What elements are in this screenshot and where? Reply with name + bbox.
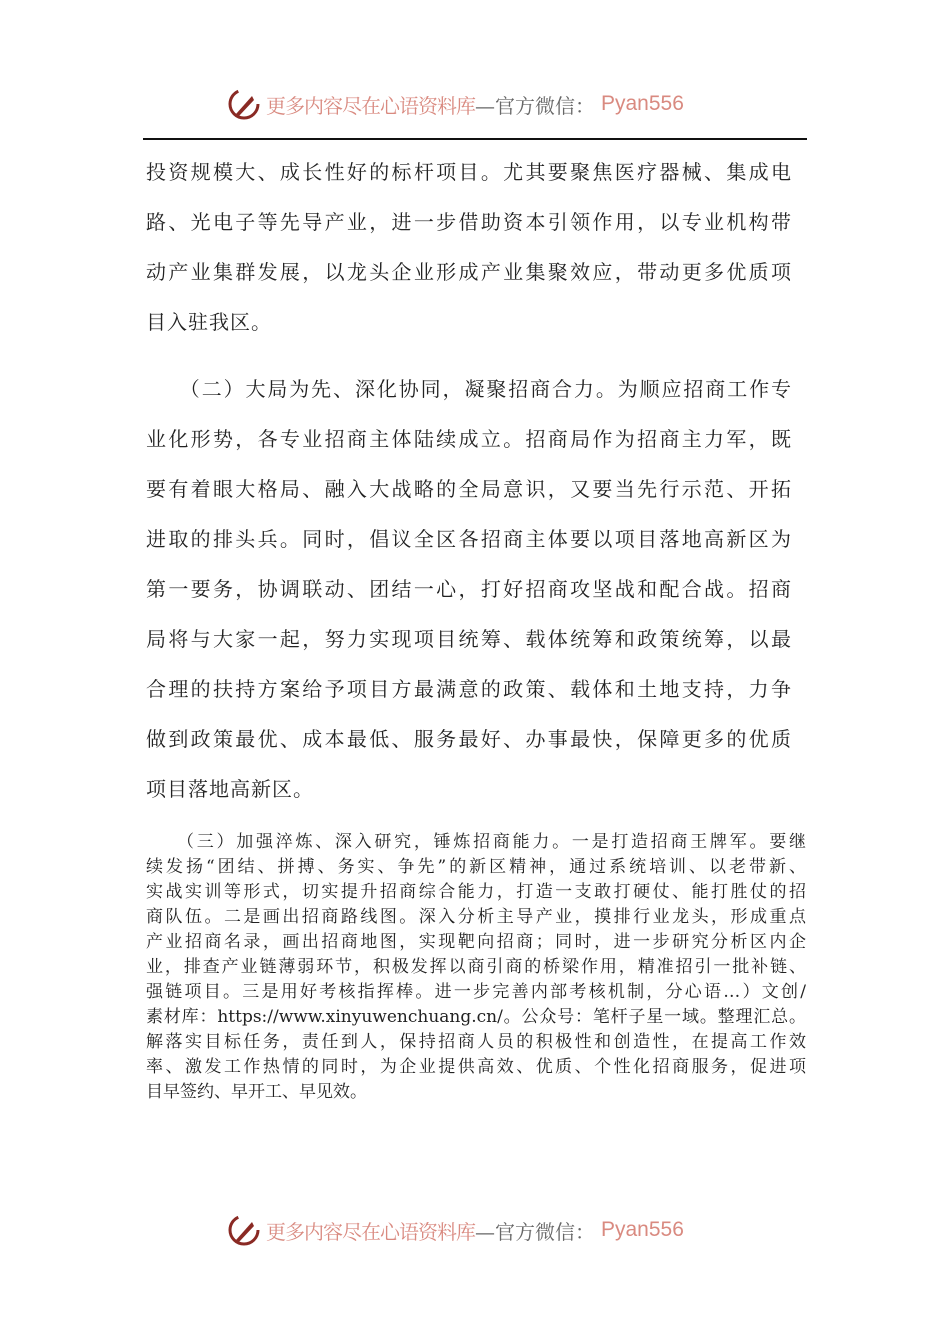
text-line: 动产业集群发展，以龙头企业形成产业集聚效应，带动更多优质项 [146, 260, 792, 284]
text-line: 目早签约、早开工、早见效。 [146, 1082, 367, 1102]
text-line: 进取的排头兵。同时，倡议全区各招商主体要以项目落地高新区为 [146, 527, 792, 551]
text-line: 要有着眼大格局、融入大战略的全局意识，又要当先行示范、开拓 [146, 477, 792, 501]
pen-logo-icon [226, 86, 262, 122]
paragraph-1 [146, 147, 792, 347]
text-line: 强链项目。三是用好考核指挥棒。进一步完善内部考核机制，分心语…）文创/ [146, 982, 806, 1002]
text-line: 合理的扶持方案给予项目方最满意的政策、载体和土地支持，力争 [146, 677, 792, 701]
banner-wechat-id: Pyan556 [601, 1218, 684, 1241]
text-line: 投资规模大、成长性好的标杆项目。尤其要聚焦医疗器械、集成电 [146, 160, 792, 184]
text-line: 商队伍。二是画出招商路线图。深入分析主导产业，摸排行业龙头，形成重点 [146, 907, 806, 927]
banner-wechat-id: Pyan556 [601, 92, 684, 115]
text-line: 路、光电子等先导产业，进一步借助资本引领作用，以专业机构带 [146, 210, 792, 234]
text-line: 做到政策最优、成本最低、服务最好、办事最快，保障更多的优质 [146, 727, 792, 751]
banner-brand: 更多内容尽在心语资料库 [266, 1219, 475, 1244]
text-line: 局将与大家一起，努力实现项目统筹、载体统筹和政策统筹，以最 [146, 627, 792, 651]
pen-logo-icon [226, 1212, 262, 1248]
banner-wechat-label: —官方微信： [475, 1219, 595, 1244]
text-line: 素材库：https://www.xinyuwenchuang.cn/。公众号：笔杆子星一域。整理汇总。 [146, 1007, 806, 1027]
text-line: 实战实训等形式，切实提升招商综合能力，打造一支敢打硬仗、能打胜仗的招 [146, 882, 806, 902]
paragraph-2 [146, 364, 792, 814]
text-line: 业，排查产业链薄弱环节，积极发挥以商引商的桥梁作用，精准招引一批补链、 [146, 957, 806, 977]
text-line: 业化形势，各专业招商主体陆续成立。招商局作为招商主力军，既 [146, 427, 792, 451]
text-line: 解落实目标任务，责任到人，保持招商人员的积极性和创造性，在提高工作效 [146, 1032, 806, 1052]
banner-wechat-label: —官方微信： [475, 93, 595, 118]
text-line: （三）加强淬炼、深入研究，锤炼招商能力。一是打造招商王牌军。要继 [146, 832, 806, 852]
banner-brand: 更多内容尽在心语资料库 [266, 93, 475, 118]
text-line: （二）大局为先、深化协同，凝聚招商合力。为顺应招商工作专 [146, 377, 792, 401]
text-line: 目入驻我区。 [146, 310, 272, 334]
text-line: 续发扬“团结、拼搏、务实、争先”的新区精神，通过系统培训、以老带新、 [146, 857, 806, 877]
header-rule [143, 138, 807, 140]
footer-banner [226, 1210, 726, 1250]
header-banner [226, 84, 726, 124]
text-line: 率、激发工作热情的同时，为企业提供高效、优质、个性化招商服务，促进项 [146, 1057, 806, 1077]
text-line: 项目落地高新区。 [146, 777, 314, 801]
text-line: 第一要务，协调联动、团结一心，打好招商攻坚战和配合战。招商 [146, 577, 792, 601]
text-line: 产业招商名录，画出招商地图，实现靶向招商；同时，进一步研究分析区内企 [146, 932, 806, 952]
paragraph-3 [146, 830, 806, 1105]
